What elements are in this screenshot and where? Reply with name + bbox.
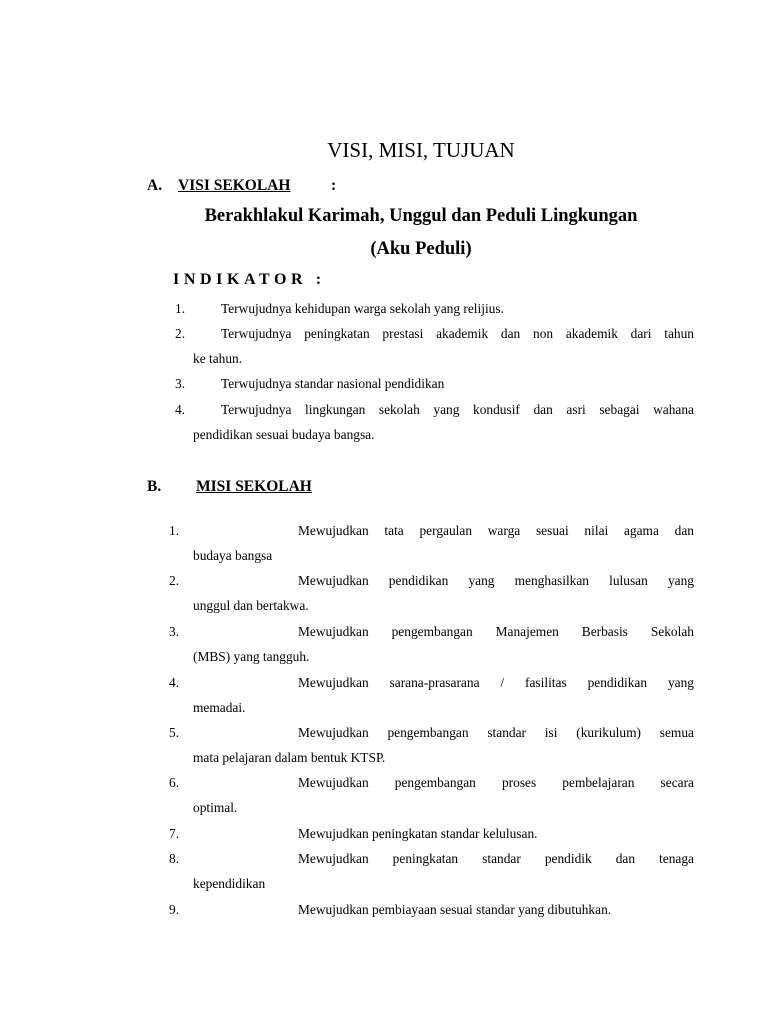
list-item-number: 4. [169, 675, 180, 690]
list-item-continuation: budaya bangsa [193, 548, 273, 563]
list-item-text: Terwujudnya standar nasional pendidikan [221, 376, 445, 391]
list-item-number: 3. [175, 376, 186, 391]
list-item-number: 6. [169, 775, 180, 790]
vision-statement: Berakhlakul Karimah, Unggul dan Peduli Lingkungan [204, 206, 638, 226]
list-item-text: Mewujudkan pengembangan proses pembelajaran secara [298, 775, 694, 790]
list-item-text: Mewujudkan tata pergaulan warga sesuai nilai agama dan [298, 523, 694, 538]
list-item-number: 1. [175, 301, 186, 316]
indikator-label: INDIKATOR : [173, 271, 326, 288]
list-item-continuation: mata pelajaran dalam bentuk KTSP. [193, 750, 386, 765]
section-a-colon: : [331, 177, 337, 194]
page-title: VISI, MISI, TUJUAN [327, 138, 515, 162]
list-item-number: 5. [169, 725, 180, 740]
list-item-text: Mewujudkan pembiayaan sesuai standar yang dibutuhkan. [298, 902, 612, 917]
list-item-number: 1. [169, 523, 180, 538]
section-b-letter: B. [147, 478, 162, 495]
list-item-continuation: ke tahun. [193, 351, 243, 366]
list-item-number: 4. [175, 402, 186, 417]
list-item-text: Terwujudnya kehidupan warga sekolah yang relijius. [221, 301, 504, 316]
list-item-text: Mewujudkan pengembangan standar isi (kurikulum) semua [298, 725, 694, 740]
list-item-text: Mewujudkan peningkatan standar kelulusan. [298, 826, 538, 841]
list-item-text: Mewujudkan pengembangan Manajemen Berbasis Sekolah [298, 624, 694, 639]
list-item-continuation: unggul dan bertakwa. [193, 598, 309, 613]
list-item-number: 2. [175, 326, 186, 341]
vision-subtitle: (Aku Peduli) [370, 239, 472, 259]
list-item-text: Terwujudnya lingkungan sekolah yang kondusif dan asri sebagai wahana [221, 402, 694, 417]
list-item-number: 2. [169, 573, 180, 588]
section-b-heading: MISI SEKOLAH [196, 478, 312, 495]
list-item-number: 8. [169, 851, 180, 866]
list-item-text: Mewujudkan sarana-prasarana / fasilitas pendidikan yang [298, 675, 694, 690]
list-item-text: Mewujudkan peningkatan standar pendidik dan tenaga [298, 851, 694, 866]
section-a-letter: A. [147, 177, 163, 194]
list-item-continuation: (MBS) yang tangguh. [193, 649, 310, 664]
list-item-number: 7. [169, 826, 180, 841]
list-item-number: 3. [169, 624, 180, 639]
list-item-continuation: optimal. [193, 800, 238, 815]
list-item-continuation: memadai. [193, 700, 246, 715]
list-item-text: Terwujudnya peningkatan prestasi akademik dan non akademik dari tahun [221, 326, 694, 341]
list-item-number: 9. [169, 902, 180, 917]
list-item-text: Mewujudkan pendidikan yang menghasilkan lulusan yang [298, 573, 694, 588]
list-item-continuation: kependidikan [193, 876, 266, 891]
section-a-heading: VISI SEKOLAH [178, 177, 291, 194]
list-item-continuation: pendidikan sesuai budaya bangsa. [193, 427, 375, 442]
